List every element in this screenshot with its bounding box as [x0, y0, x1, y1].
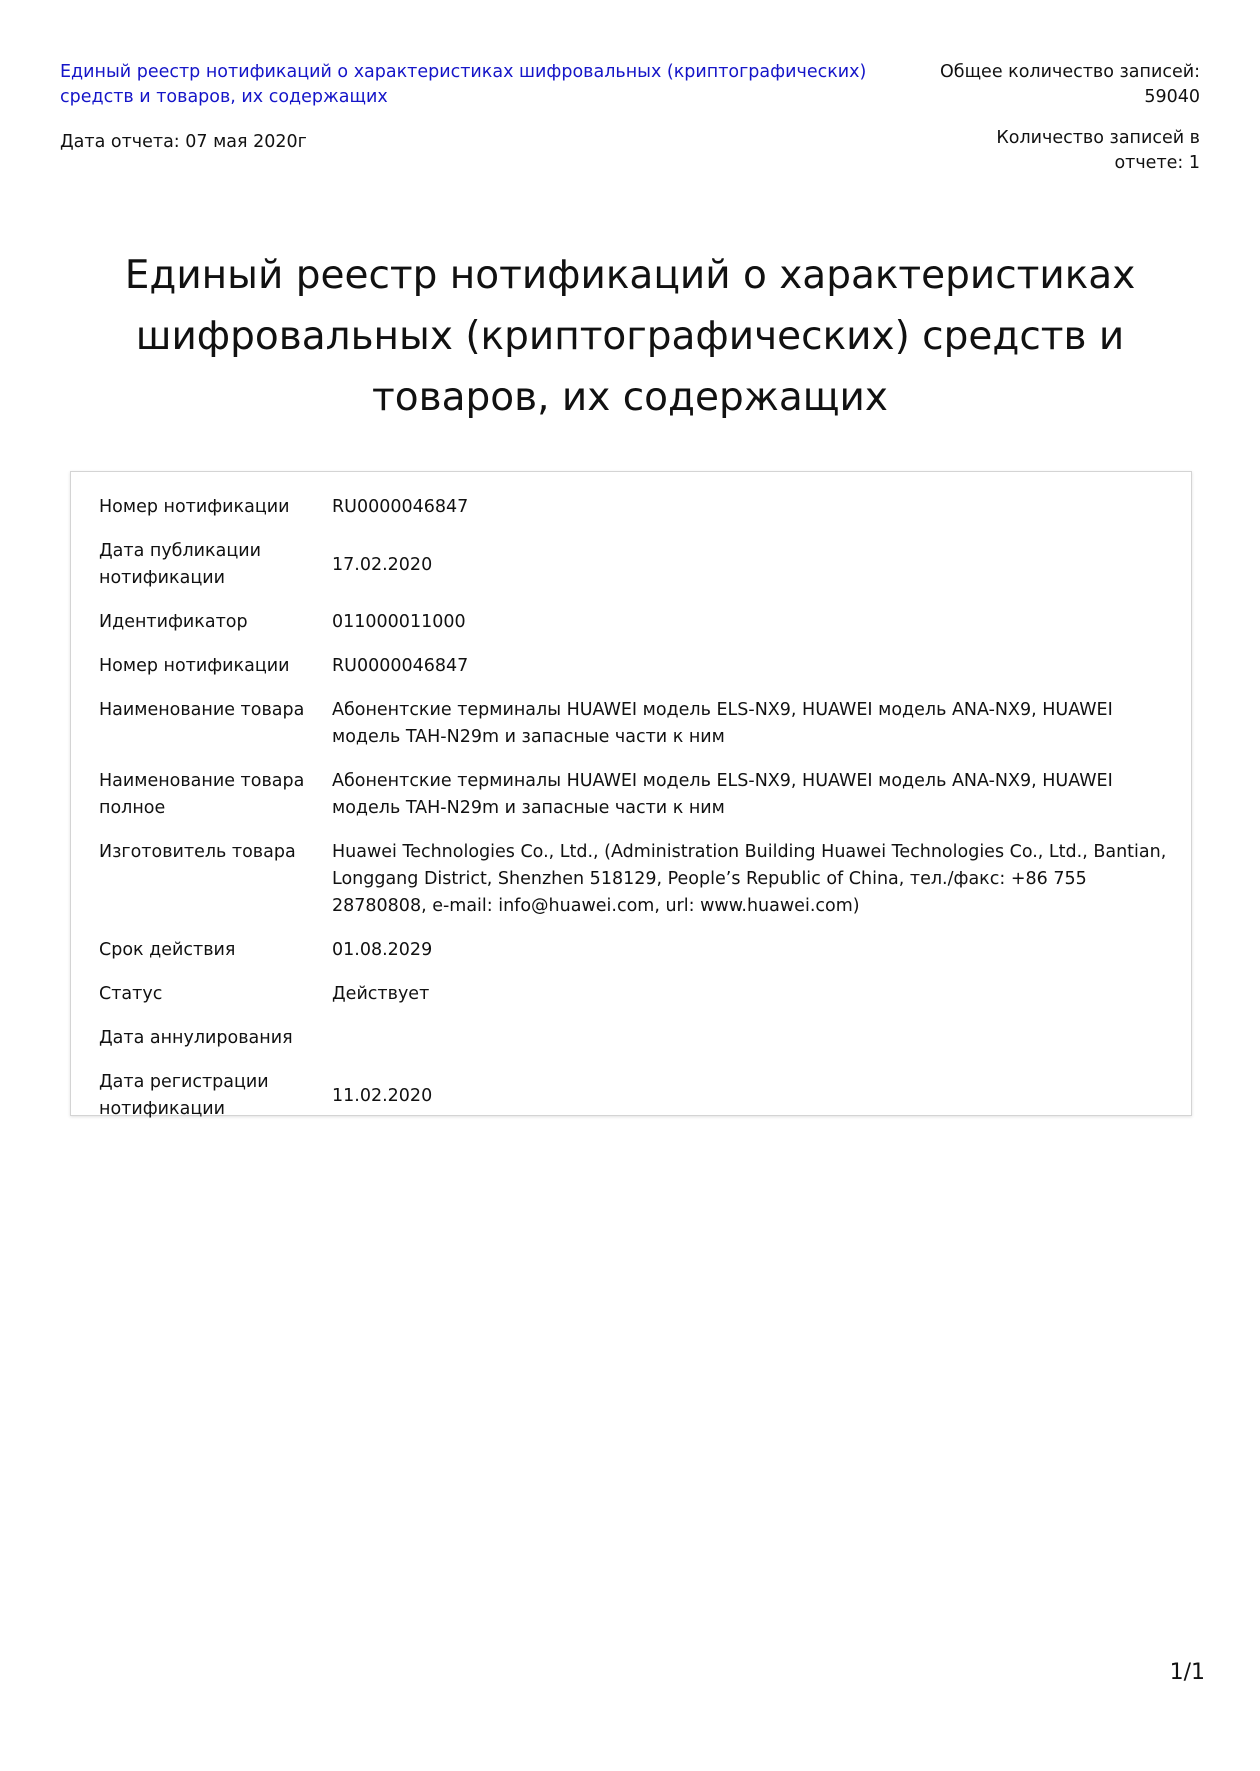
field-value: 01.08.2029 [332, 940, 433, 960]
field-row-notification-number-2 [99, 653, 1179, 697]
notification-fields-table [99, 494, 1179, 1140]
field-row-identifier [99, 609, 1179, 653]
field-label: Номер нотификации [99, 656, 290, 676]
field-label: Номер нотификации [99, 497, 290, 517]
field-label: Статус [99, 984, 163, 1004]
header-right [930, 60, 1200, 176]
field-row-product-full-name [99, 768, 1179, 839]
total-records: Общее количество записей: 59040 [940, 62, 1200, 107]
page-number: 1/1 [1169, 1660, 1205, 1685]
field-label: Срок действия [99, 940, 236, 960]
field-label: Изготовитель товара [99, 842, 296, 862]
field-value: Абонентские терминалы HUAWEI модель ELS-NX9, HUAWEI модель ANA-NX9, HUAWEI модель TAH-N29m и запасные части к ним [332, 771, 1113, 818]
notification-card [70, 471, 1192, 1119]
field-row-manufacturer [99, 839, 1179, 937]
field-row-validity-period [99, 937, 1179, 981]
header-left [60, 60, 930, 155]
field-label: Наименование товара [99, 700, 305, 720]
field-value [332, 1025, 1179, 1069]
field-value: 011000011000 [332, 612, 466, 632]
report-date: Дата отчета: 07 мая 2020г [60, 132, 307, 152]
field-row-publication-date [99, 538, 1179, 609]
field-row-status [99, 981, 1179, 1025]
field-row-cancellation-date [99, 1025, 1179, 1069]
registry-link[interactable]: Единый реестр нотификаций о характеристиках шифровальных (криптографических) средств и товаров, их содержащих [60, 62, 867, 107]
field-label: Дата публикации нотификации [99, 541, 261, 588]
field-value: Абонентские терминалы HUAWEI модель ELS-NX9, HUAWEI модель ANA-NX9, HUAWEI модель TAH-N29m и запасные части к ним [332, 700, 1113, 747]
page-title: Единый реестр нотификаций о характеристиках шифровальных (криптографических) средств и товаров, их содержащих [124, 253, 1136, 420]
field-label: Дата аннулирования [99, 1028, 293, 1048]
field-value: RU0000046847 [332, 656, 469, 676]
field-value: RU0000046847 [332, 497, 469, 517]
field-row-registration-date [99, 1069, 1179, 1140]
field-value: Huawei Technologies Co., Ltd., (Administration Building Huawei Technologies Co., Ltd., Bantian, Longgang District, Shenzhen 518129, People’s Republic of China, тел./факс: +86 755 28780808, e-mail: info@huawei.com, url: www.huawei.com) [332, 842, 1167, 916]
field-label: Наименование товара полное [99, 771, 305, 818]
field-value: Действует [332, 984, 430, 1004]
field-value: 11.02.2020 [332, 1085, 433, 1106]
field-label: Идентификатор [99, 612, 248, 632]
field-label: Дата регистрации нотификации [99, 1072, 269, 1119]
report-records: Количество записей в отчете: 1 [996, 128, 1200, 173]
field-row-notification-number [99, 494, 1179, 538]
field-row-product-name [99, 697, 1179, 768]
field-value: 17.02.2020 [332, 554, 433, 575]
